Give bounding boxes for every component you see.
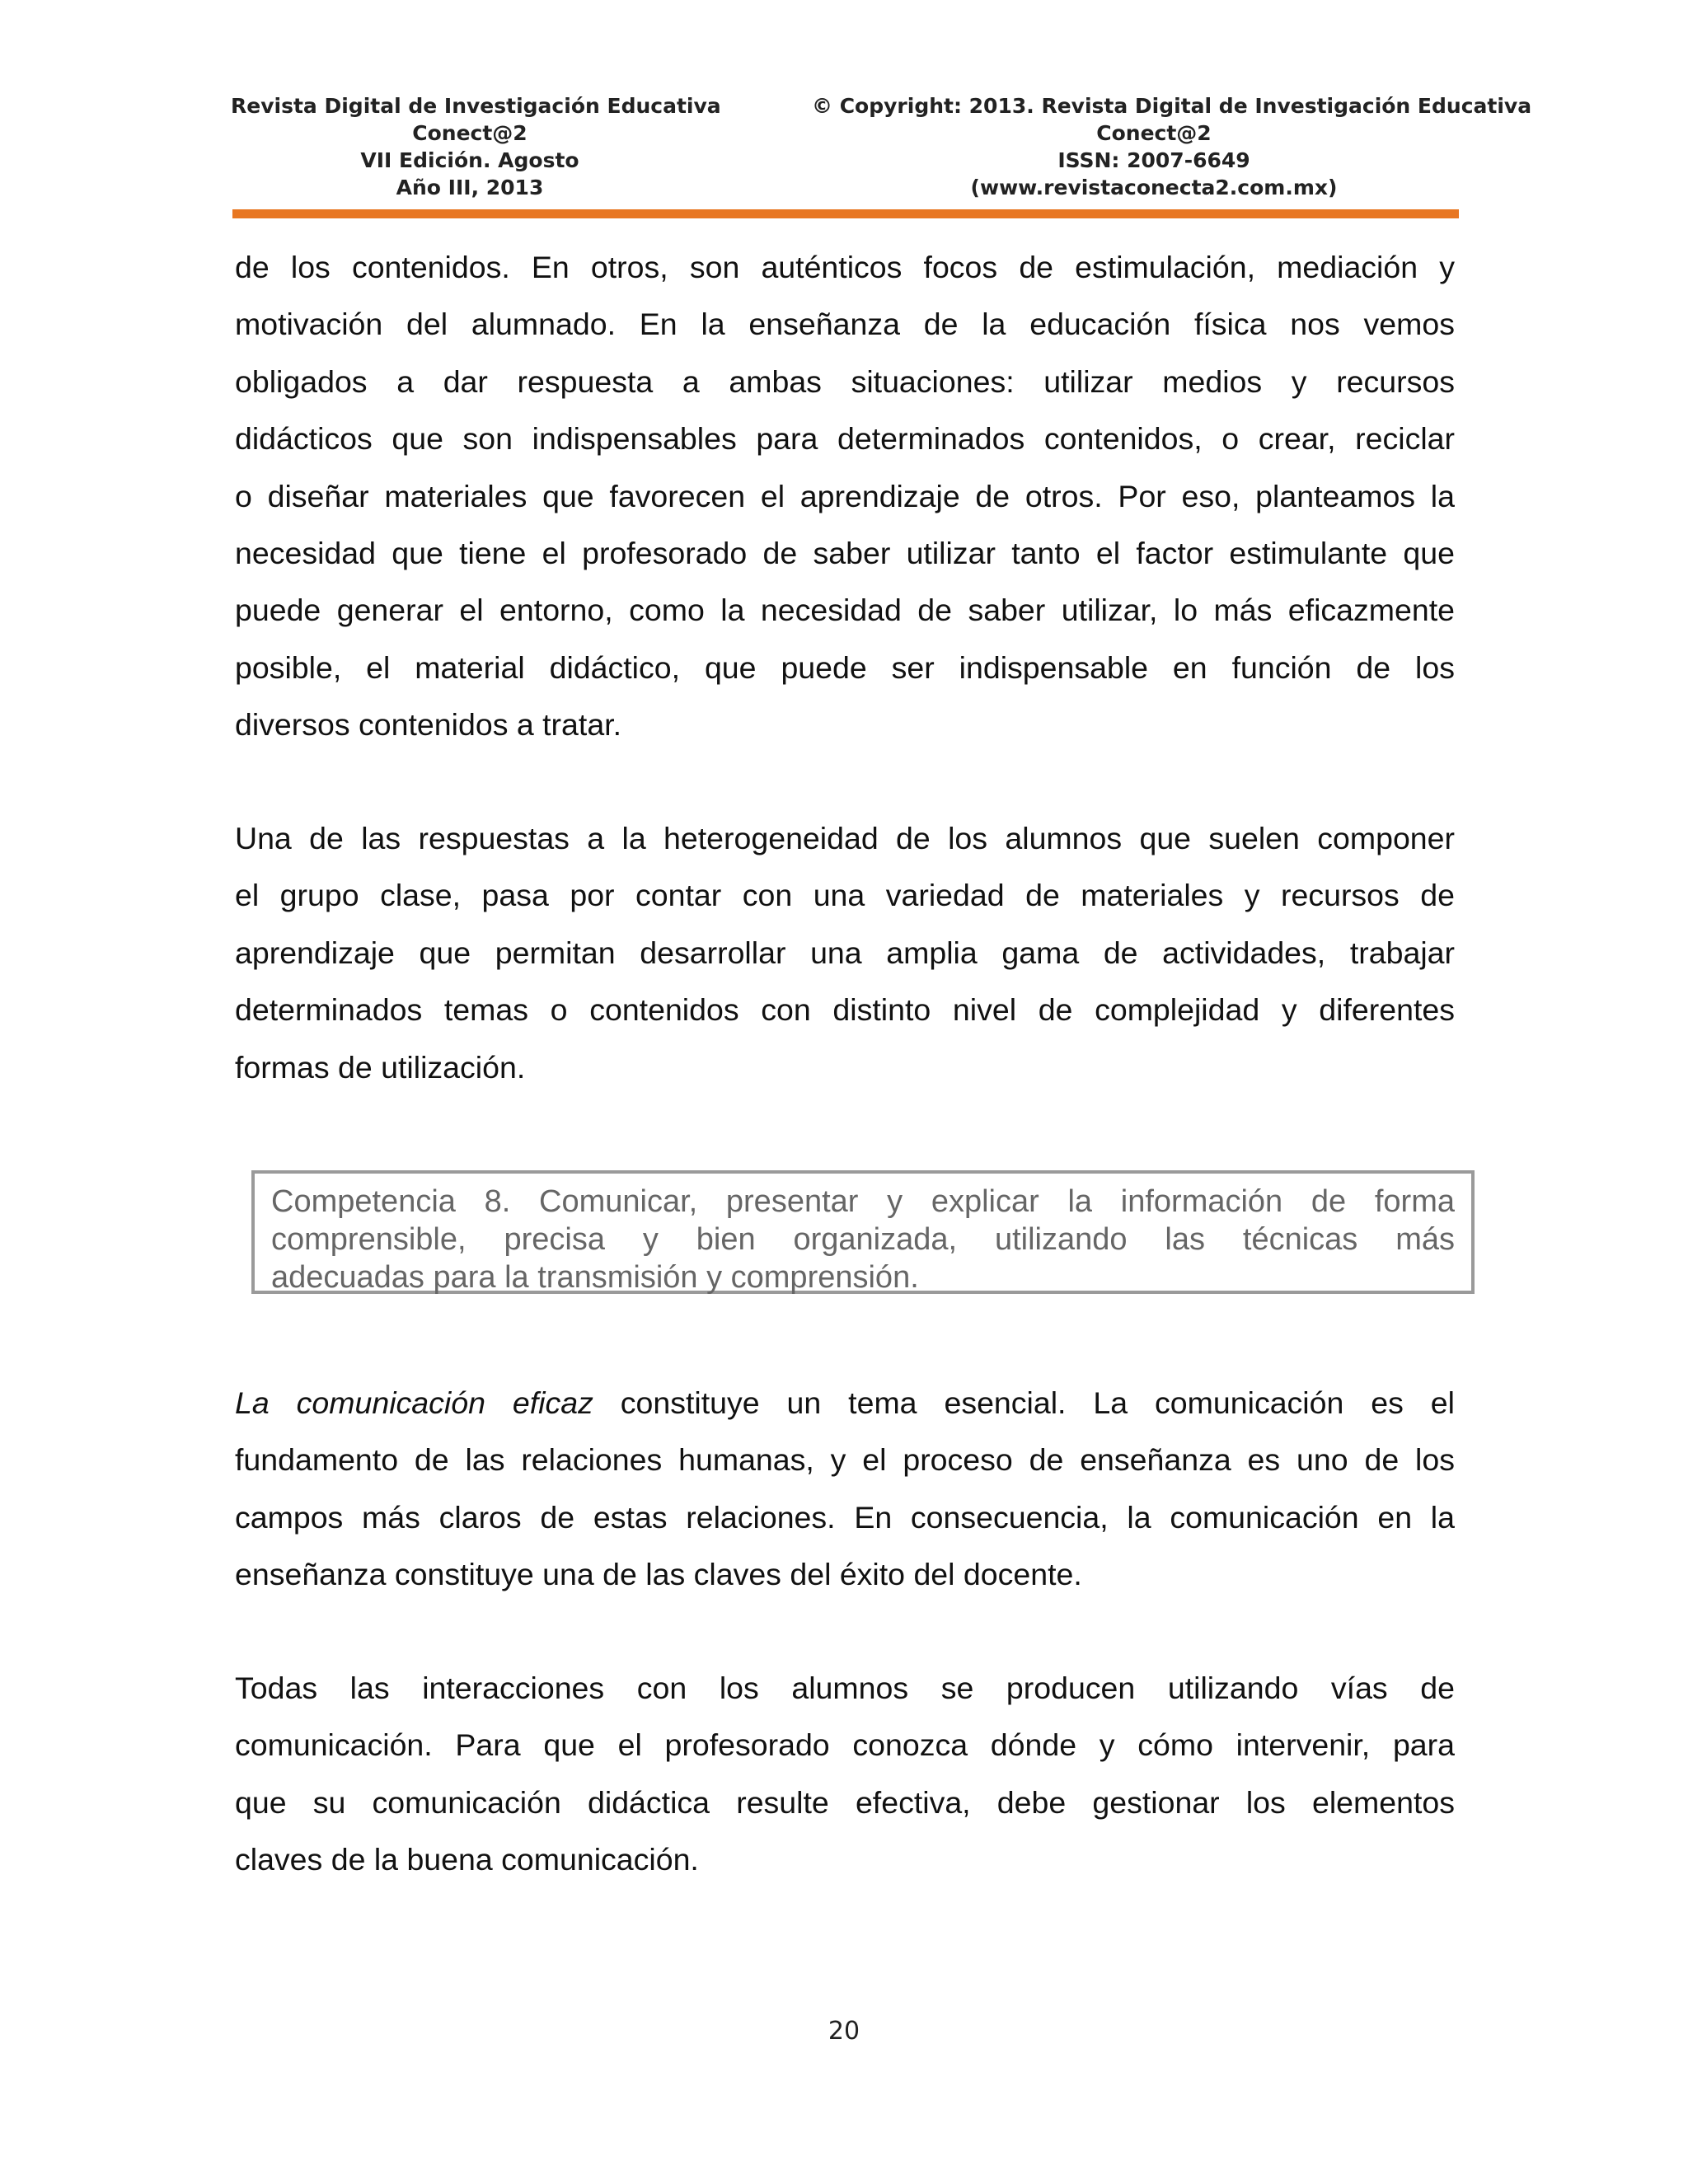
journal-title: Revista Digital de Investigación Educativa [231,94,721,118]
text-line: determinados temas o contenidos con distinto nivel de complejidad y diferentes [235,992,1455,1028]
text-line: didácticos que son indispensables para determinados contenidos, o crear, reciclar [235,421,1455,457]
journal-name: Conect@2 [412,121,528,145]
header-divider [232,209,1459,218]
text-line: claves de la buena comunicación. [235,1842,699,1877]
text-line: posible, el material didáctico, que puede ser indispensable en función de los [235,649,1455,685]
text-line: formas de utilización. [235,1049,526,1085]
paragraph [235,810,1455,1096]
text-line: que su comunicación didáctica resulte efectiva, debe gestionar los elementos [235,1784,1455,1820]
paragraph [235,1660,1455,1889]
text-line: motivación del alumnado. En la enseñanza de la educación física nos vemos [235,307,1455,342]
text-line: diversos contenidos a tratar. [235,707,622,743]
copyright: © Copyright: 2013. Revista Digital de Investigación Educativa [812,94,1532,118]
competency-line: adecuadas para la transmisión y comprensión. [271,1260,919,1295]
text-line: de los contenidos. En otros, son auténticos focos de estimulación, mediación y [235,250,1455,284]
journal-header-left [231,92,721,201]
italic-term: La comunicación eficaz [235,1385,593,1420]
website: (www.revistaconecta2.com.mx) [970,176,1338,199]
journal-header-right [812,92,1532,201]
text-line: obligados a dar respuesta a ambas situaciones: utilizar medios y recursos [235,363,1455,399]
text-line: Todas las interacciones con los alumnos se producen utilizando vías de [235,1671,1455,1705]
text-line [235,1375,1455,1432]
journal-name: Conect@2 [1096,121,1212,145]
text-span: constituye un tema esencial. La comunicación es el [593,1385,1455,1420]
year: Año III, 2013 [396,176,544,199]
text-line: o diseñar materiales que favorecen el aprendizaje de otros. Por eso, planteamos la [235,478,1455,513]
text-line: puede generar el entorno, como la necesidad de saber utilizar, lo más eficazmente [235,593,1455,628]
text-line: enseñanza constituye una de las claves del éxito del docente. [235,1557,1082,1592]
edition: VII Edición. Agosto [360,148,579,172]
text-line: fundamento de las relaciones humanas, y el proceso de enseñanza es uno de los [235,1442,1455,1478]
competency-line: comprensible, precisa y bien organizada, utilizando las técnicas más [271,1222,1455,1257]
text-line: aprendizaje que permitan desarrollar una amplia gama de actividades, trabajar [235,935,1455,970]
text-line: el grupo clase, pasa por contar con una variedad de materiales y recursos de [235,878,1455,913]
text-line: necesidad que tiene el profesorado de saber utilizar tanto el factor estimulante que [235,535,1455,570]
page-number: 20 [828,2017,860,2046]
competency-box [251,1170,1475,1294]
paragraph [235,239,1455,754]
text-line: campos más claros de estas relaciones. En consecuencia, la comunicación en la [235,1499,1455,1535]
paragraph [235,1375,1455,1604]
text-line: comunicación. Para que el profesorado conozca dónde y cómo intervenir, para [235,1727,1455,1763]
issn: ISSN: 2007-6649 [1057,148,1250,172]
text-line: Una de las respuestas a la heterogeneidad de los alumnos que suelen componer [235,821,1455,855]
competency-line: Competencia 8. Comunicar, presentar y explicar la información de forma [271,1184,1455,1219]
